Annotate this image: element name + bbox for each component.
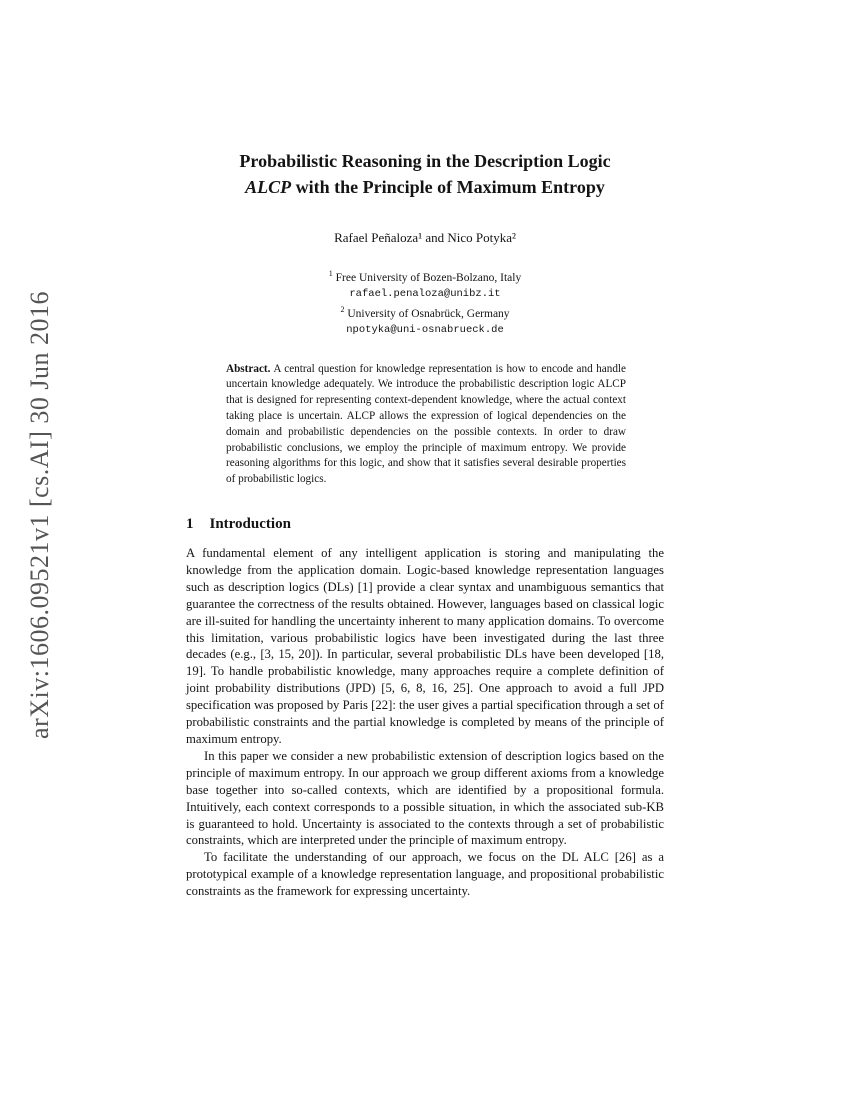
affiliations-block [186,266,664,338]
intro-paragraph-3: To facilitate the understanding of our approach, we focus on the DL ALC [26] as a prototypical example of a knowledge representation language, and propositional probabilistic constraints as the framework for expressing uncertainty. [186,850,664,899]
section-heading-introduction [186,516,664,533]
affiliation-2-text: University of Osnabrück, Germany [347,307,510,320]
abstract-text: A central question for knowledge representation is how to encode and handle uncertain knowledge adequately. We introduce the probabilistic description logic ALCP that is designed for representing context-dependent knowledge, where the actual context taking place is uncertain. ALCP allows the expression of logical dependencies on the domain and probabilistic dependencies on the possible contexts. In order to draw probabilistic conclusions, we employ the principle of maximum entropy. We provide reasoning algorithms for this logic, and show that it satisfies several desirable properties of probabilistic logics. [226,362,626,486]
paper-content [186,0,664,900]
section-number: 1 [186,516,194,533]
title-logic-name: ALCP [245,177,292,197]
affiliation-1-text: Free University of Bozen-Bolzano, Italy [335,271,522,284]
affiliation-2-marker: 2 [340,304,345,314]
introduction-body [186,545,664,900]
authors-line: Rafael Peñaloza¹ and Nico Potyka² [334,230,516,245]
paper-title [186,148,664,200]
affiliation-1-email: rafael.penaloza@unibz.it [349,287,501,300]
arxiv-watermark: arXiv:1606.09521v1 [cs.AI] 30 Jun 2016 [25,291,54,739]
affiliation-1-marker: 1 [328,269,333,278]
section-title: Introduction [209,516,291,533]
affiliation-2 [186,302,664,322]
affiliation-2-email: npotyka@uni-osnabrueck.de [346,323,504,336]
intro-paragraph-2: In this paper we consider a new probabilistic extension of description logics based on the principle of maximum entropy. In our approach we group different axioms from a knowledge base together into so-called contexts, which are identified by a propositional formula. Intuitively, each context corresponds to a possible situation, in which the associated sub-KB is guaranteed to hold. Uncertainty is associated to the contexts through a set of probabilistic constraints, which are interpreted under the principle of maximum entropy. [186,748,664,848]
title-line2-rest: with the Principle of Maximum Entropy [291,177,605,197]
title-line1: Probabilistic Reasoning in the Description Logic [239,151,611,171]
intro-paragraph-1: A fundamental element of any intelligent application is storing and manipulating the knowledge from the application domain. Logic-based knowledge representation languages such as description logics (DLs) [1] provide a clear syntax and unambiguous semantics that guarantee the correctness of the results obtained. However, languages based on classical logic are ill-suited for handling the uncertainty inherent to many application domains. To overcome this limitation, various probabilistic logics have been investigated during the last three decades (e.g., [3, 15, 20]). In particular, several probabilistic DLs have been developed [18, 19]. To handle probabilistic knowledge, many approaches require a complete definition of joint probability distributions (JPD) [5, 6, 8, 16, 25]. One approach to avoid a full JPD specification was proposed by Paris [22]: the user gives a partial specification through a set of probabilistic constraints and the partial knowledge is completed by means of the principle of maximum entropy. [186,546,664,746]
abstract-label: Abstract. [226,362,271,375]
abstract-block [226,362,626,488]
affiliation-1 [186,266,664,286]
